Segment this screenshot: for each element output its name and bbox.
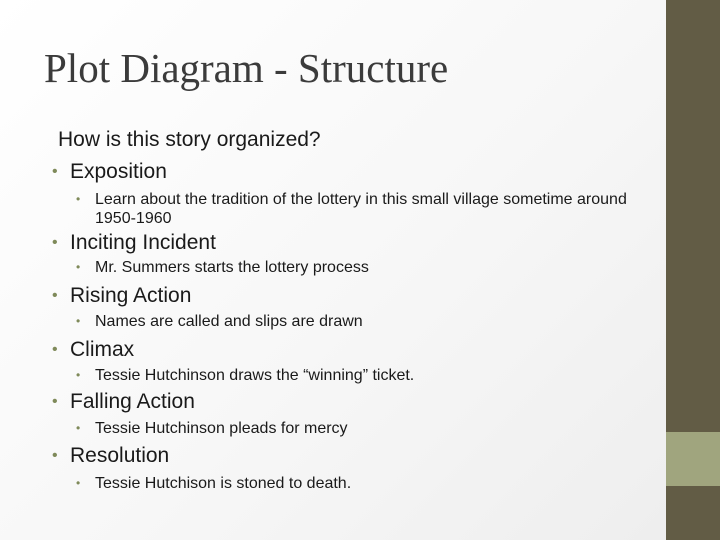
sub-bullet-icon: • <box>76 260 81 274</box>
sub-bullet-falling-action <box>76 419 646 438</box>
sub-bullet-icon: • <box>76 421 81 435</box>
sub-bullet-rising-action <box>76 312 646 331</box>
sub-bullet-text: Tessie Hutchison is stoned to death. <box>95 475 352 492</box>
bullet-icon: • <box>52 393 58 410</box>
side-bar-accent <box>666 432 720 486</box>
sub-bullet-climax <box>76 366 646 385</box>
sub-bullet-text: Learn about the tradition of the lottery in this small village sometime around 1950-1960 <box>95 191 627 227</box>
sub-bullet-inciting-incident <box>76 258 646 277</box>
bullet-item-inciting-incident <box>52 231 216 255</box>
bullet-label: Climax <box>70 338 135 361</box>
bullet-label: Resolution <box>70 444 170 467</box>
bullet-icon: • <box>52 341 58 358</box>
sub-bullet-text: Mr. Summers starts the lottery process <box>95 259 369 276</box>
bullet-item-falling-action <box>52 390 195 414</box>
sub-bullet-icon: • <box>76 368 81 382</box>
bullet-icon: • <box>52 447 58 464</box>
sub-bullet-icon: • <box>76 192 81 206</box>
intro-text: How is this story organized? <box>58 128 321 151</box>
bullet-item-rising-action <box>52 284 191 308</box>
sub-bullet-exposition <box>76 190 646 228</box>
sub-bullet-text: Tessie Hutchinson pleads for mercy <box>95 420 348 437</box>
sub-bullet-text: Names are called and slips are drawn <box>95 313 363 330</box>
sub-bullet-icon: • <box>76 476 81 490</box>
sub-bullet-text: Tessie Hutchinson draws the “winning” ticket. <box>95 367 415 384</box>
sub-bullet-icon: • <box>76 314 81 328</box>
bullet-label: Rising Action <box>70 284 192 307</box>
slide-title: Plot Diagram - Structure <box>44 45 449 91</box>
sub-bullet-resolution <box>76 474 646 493</box>
bullet-icon: • <box>52 287 58 304</box>
bullet-label: Falling Action <box>70 390 195 413</box>
bullet-item-resolution <box>52 444 169 468</box>
bullet-icon: • <box>52 234 58 251</box>
bullet-item-climax <box>52 338 134 362</box>
bullet-label: Inciting Incident <box>70 231 216 254</box>
bullet-label: Exposition <box>70 160 167 183</box>
bullet-item-exposition <box>52 160 167 184</box>
bullet-icon: • <box>52 163 58 180</box>
